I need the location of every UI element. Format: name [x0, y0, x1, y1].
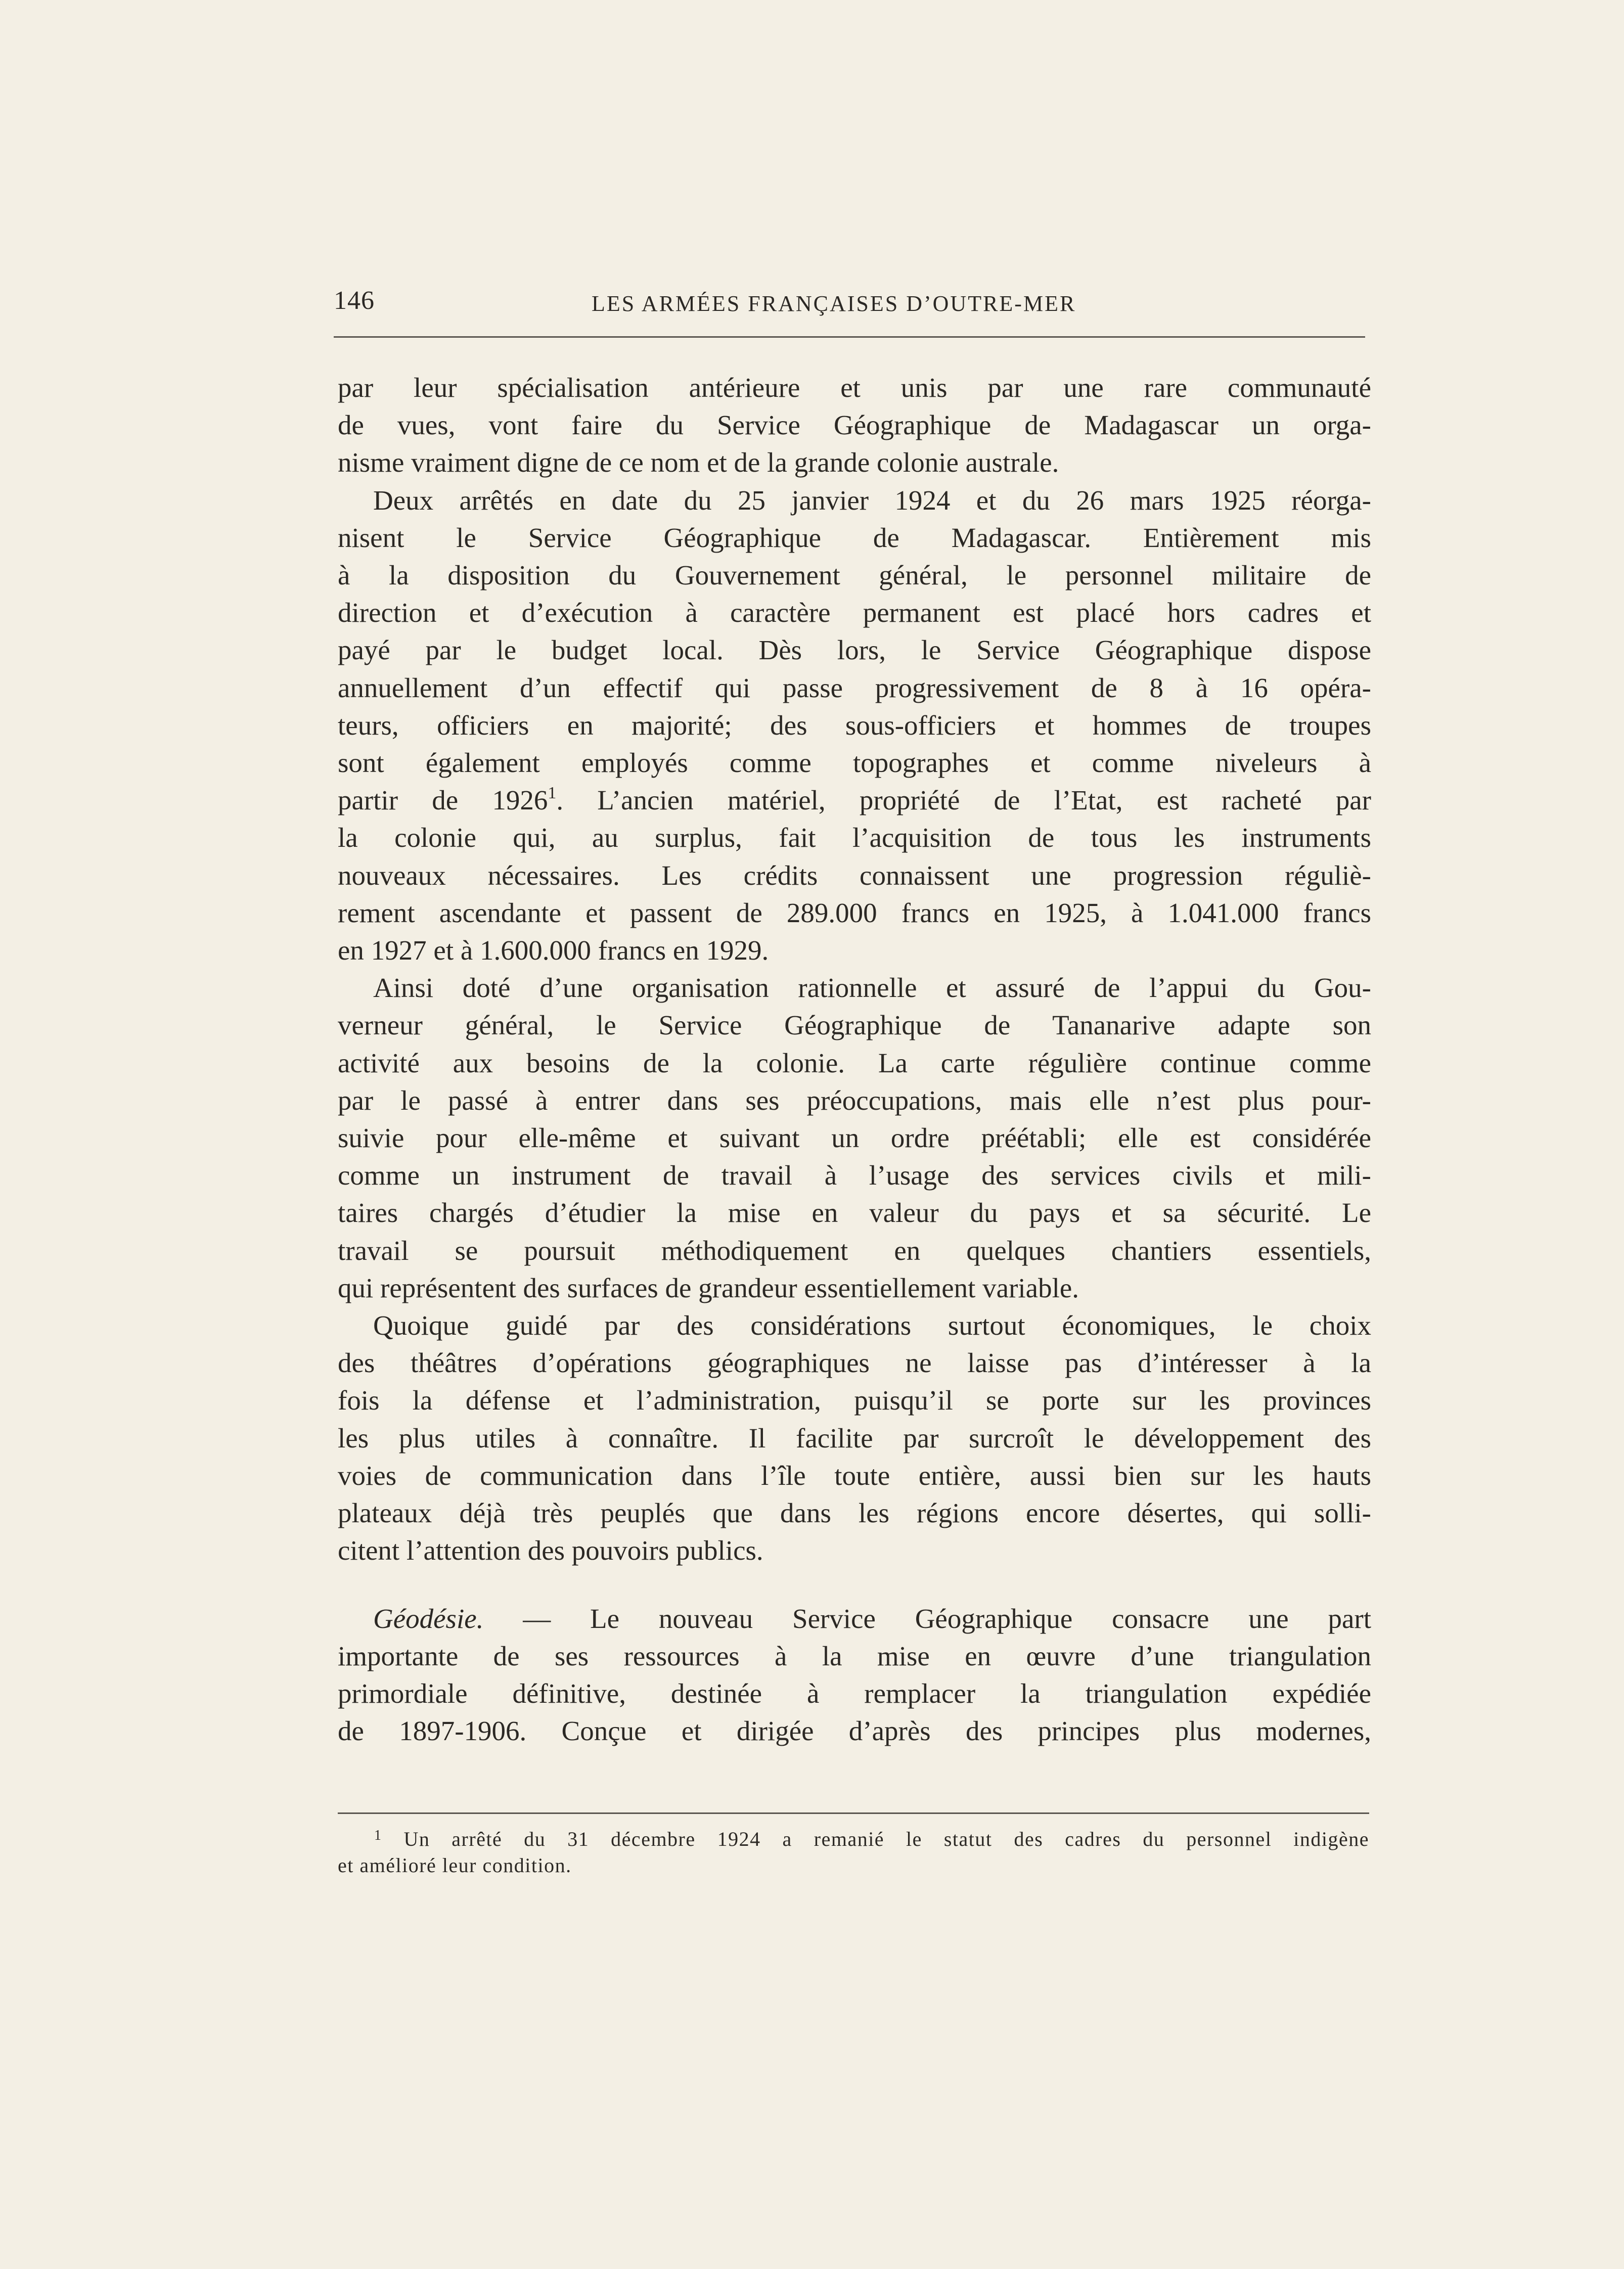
text-line: teurs, officiers en majorité; des sous-officiers et hommes de troupes — [338, 709, 1371, 741]
footnote-text: Un arrêté du 31 décembre 1924 a remanié le statut des cadres du personnel indigène — [382, 1828, 1369, 1850]
running-title: LES ARMÉES FRANÇAISES D’OUTRE-MER — [592, 291, 1076, 316]
text-segment: partir de 1926 — [338, 785, 548, 816]
text-line: nisent le Service Géographique de Madagascar. Entièrement mis — [338, 522, 1371, 553]
footnote-line: et amélioré leur condition. — [338, 1854, 572, 1877]
section-spacer — [338, 1570, 1371, 1600]
text-line: comme un instrument de travail à l’usage des services civils et mili- — [338, 1160, 1371, 1191]
text-line: nouveaux nécessaires. Les crédits connaissent une progression réguliè- — [338, 859, 1371, 891]
text-segment: . L’ancien matériel, propriété de l’Etat, est racheté par — [556, 785, 1372, 816]
page-header — [334, 286, 1365, 321]
text-line: fois la défense et l’administration, puisqu’il se porte sur les provinces — [338, 1385, 1371, 1416]
body-text — [338, 369, 1371, 1750]
text-line: voies de communication dans l’île toute entière, aussi bien sur les hauts — [338, 1460, 1371, 1491]
text-line: par le passé à entrer dans ses préoccupations, mais elle n’est plus pour- — [338, 1084, 1371, 1116]
text-segment: — Le nouveau Service Géographique consacre une part — [483, 1603, 1371, 1634]
footnote-line — [338, 1826, 1369, 1852]
footnote — [338, 1826, 1369, 1879]
text-line: travail se poursuit méthodiquement en quelques chantiers essentiels, — [338, 1235, 1371, 1266]
footnote-reference: 1 — [548, 784, 557, 803]
text-line: la colonie qui, au surplus, fait l’acquisition de tous les instruments — [338, 822, 1371, 853]
header-rule — [334, 336, 1365, 338]
page-number: 146 — [334, 286, 375, 315]
text-line: Deux arrêtés en date du 25 janvier 1924 et du 26 mars 1925 réorga- — [373, 484, 1371, 516]
text-line: de 1897-1906. Conçue et dirigée d’après des principes plus modernes, — [338, 1715, 1371, 1747]
text-line: direction et d’exécution à caractère permanent est placé hors cadres et — [338, 597, 1371, 628]
text-line: rement ascendante et passent de 289.000 francs en 1925, à 1.041.000 francs — [338, 897, 1371, 928]
text-line: importante de ses ressources à la mise en œuvre d’une triangulation — [338, 1640, 1371, 1671]
text-line: primordiale définitive, destinée à remplacer la triangulation expédiée — [338, 1677, 1371, 1709]
text-line: Ainsi doté d’une organisation rationnelle et assuré de l’appui du Gou- — [373, 972, 1371, 1004]
footnote-rule — [338, 1812, 1369, 1814]
text-line: plateaux déjà très peuplés que dans les régions encore désertes, qui solli- — [338, 1497, 1371, 1529]
text-line: en 1927 et à 1.600.000 francs en 1929. — [338, 935, 769, 966]
text-line: les plus utiles à connaître. Il facilite par surcroît le développement des — [338, 1422, 1371, 1454]
text-line: de vues, vont faire du Service Géographique de Madagascar un orga- — [338, 410, 1371, 441]
text-line: des théâtres d’opérations géographiques ne laisse pas d’intéresser à la — [338, 1347, 1371, 1379]
text-line-with-footnote-ref — [338, 782, 1371, 819]
text-line: sont également employés comme topographes et comme niveleurs à — [338, 747, 1371, 779]
text-line: citent l’attention des pouvoirs publics. — [338, 1535, 763, 1566]
text-line: payé par le budget local. Dès lors, le Service Géographique dispose — [338, 634, 1371, 666]
section-first-line — [338, 1600, 1371, 1638]
text-line: Quoique guidé par des considérations surtout économiques, le choix — [373, 1310, 1371, 1341]
text-line: à la disposition du Gouvernement général, le personnel militaire de — [338, 560, 1371, 591]
text-line: par leur spécialisation antérieure et unis par une rare communauté — [338, 372, 1371, 403]
text-line: qui représentent des surfaces de grandeur essentiellement variable. — [338, 1272, 1079, 1303]
section-heading: Géodésie. — [373, 1603, 484, 1634]
text-line: activité aux besoins de la colonie. La carte régulière continue comme — [338, 1047, 1371, 1078]
text-line: annuellement d’un effectif qui passe progressivement de 8 à 16 opéra- — [338, 672, 1371, 703]
text-line: taires chargés d’étudier la mise en valeur du pays et sa sécurité. Le — [338, 1197, 1371, 1229]
text-line: nisme vraiment digne de ce nom et de la grande colonie australe. — [338, 447, 1059, 478]
text-line: verneur général, le Service Géographique de Tananarive adapte son — [338, 1010, 1371, 1041]
footnote-mark: 1 — [374, 1828, 382, 1843]
text-line: suivie pour elle-même et suivant un ordre préétabli; elle est considérée — [338, 1122, 1371, 1154]
